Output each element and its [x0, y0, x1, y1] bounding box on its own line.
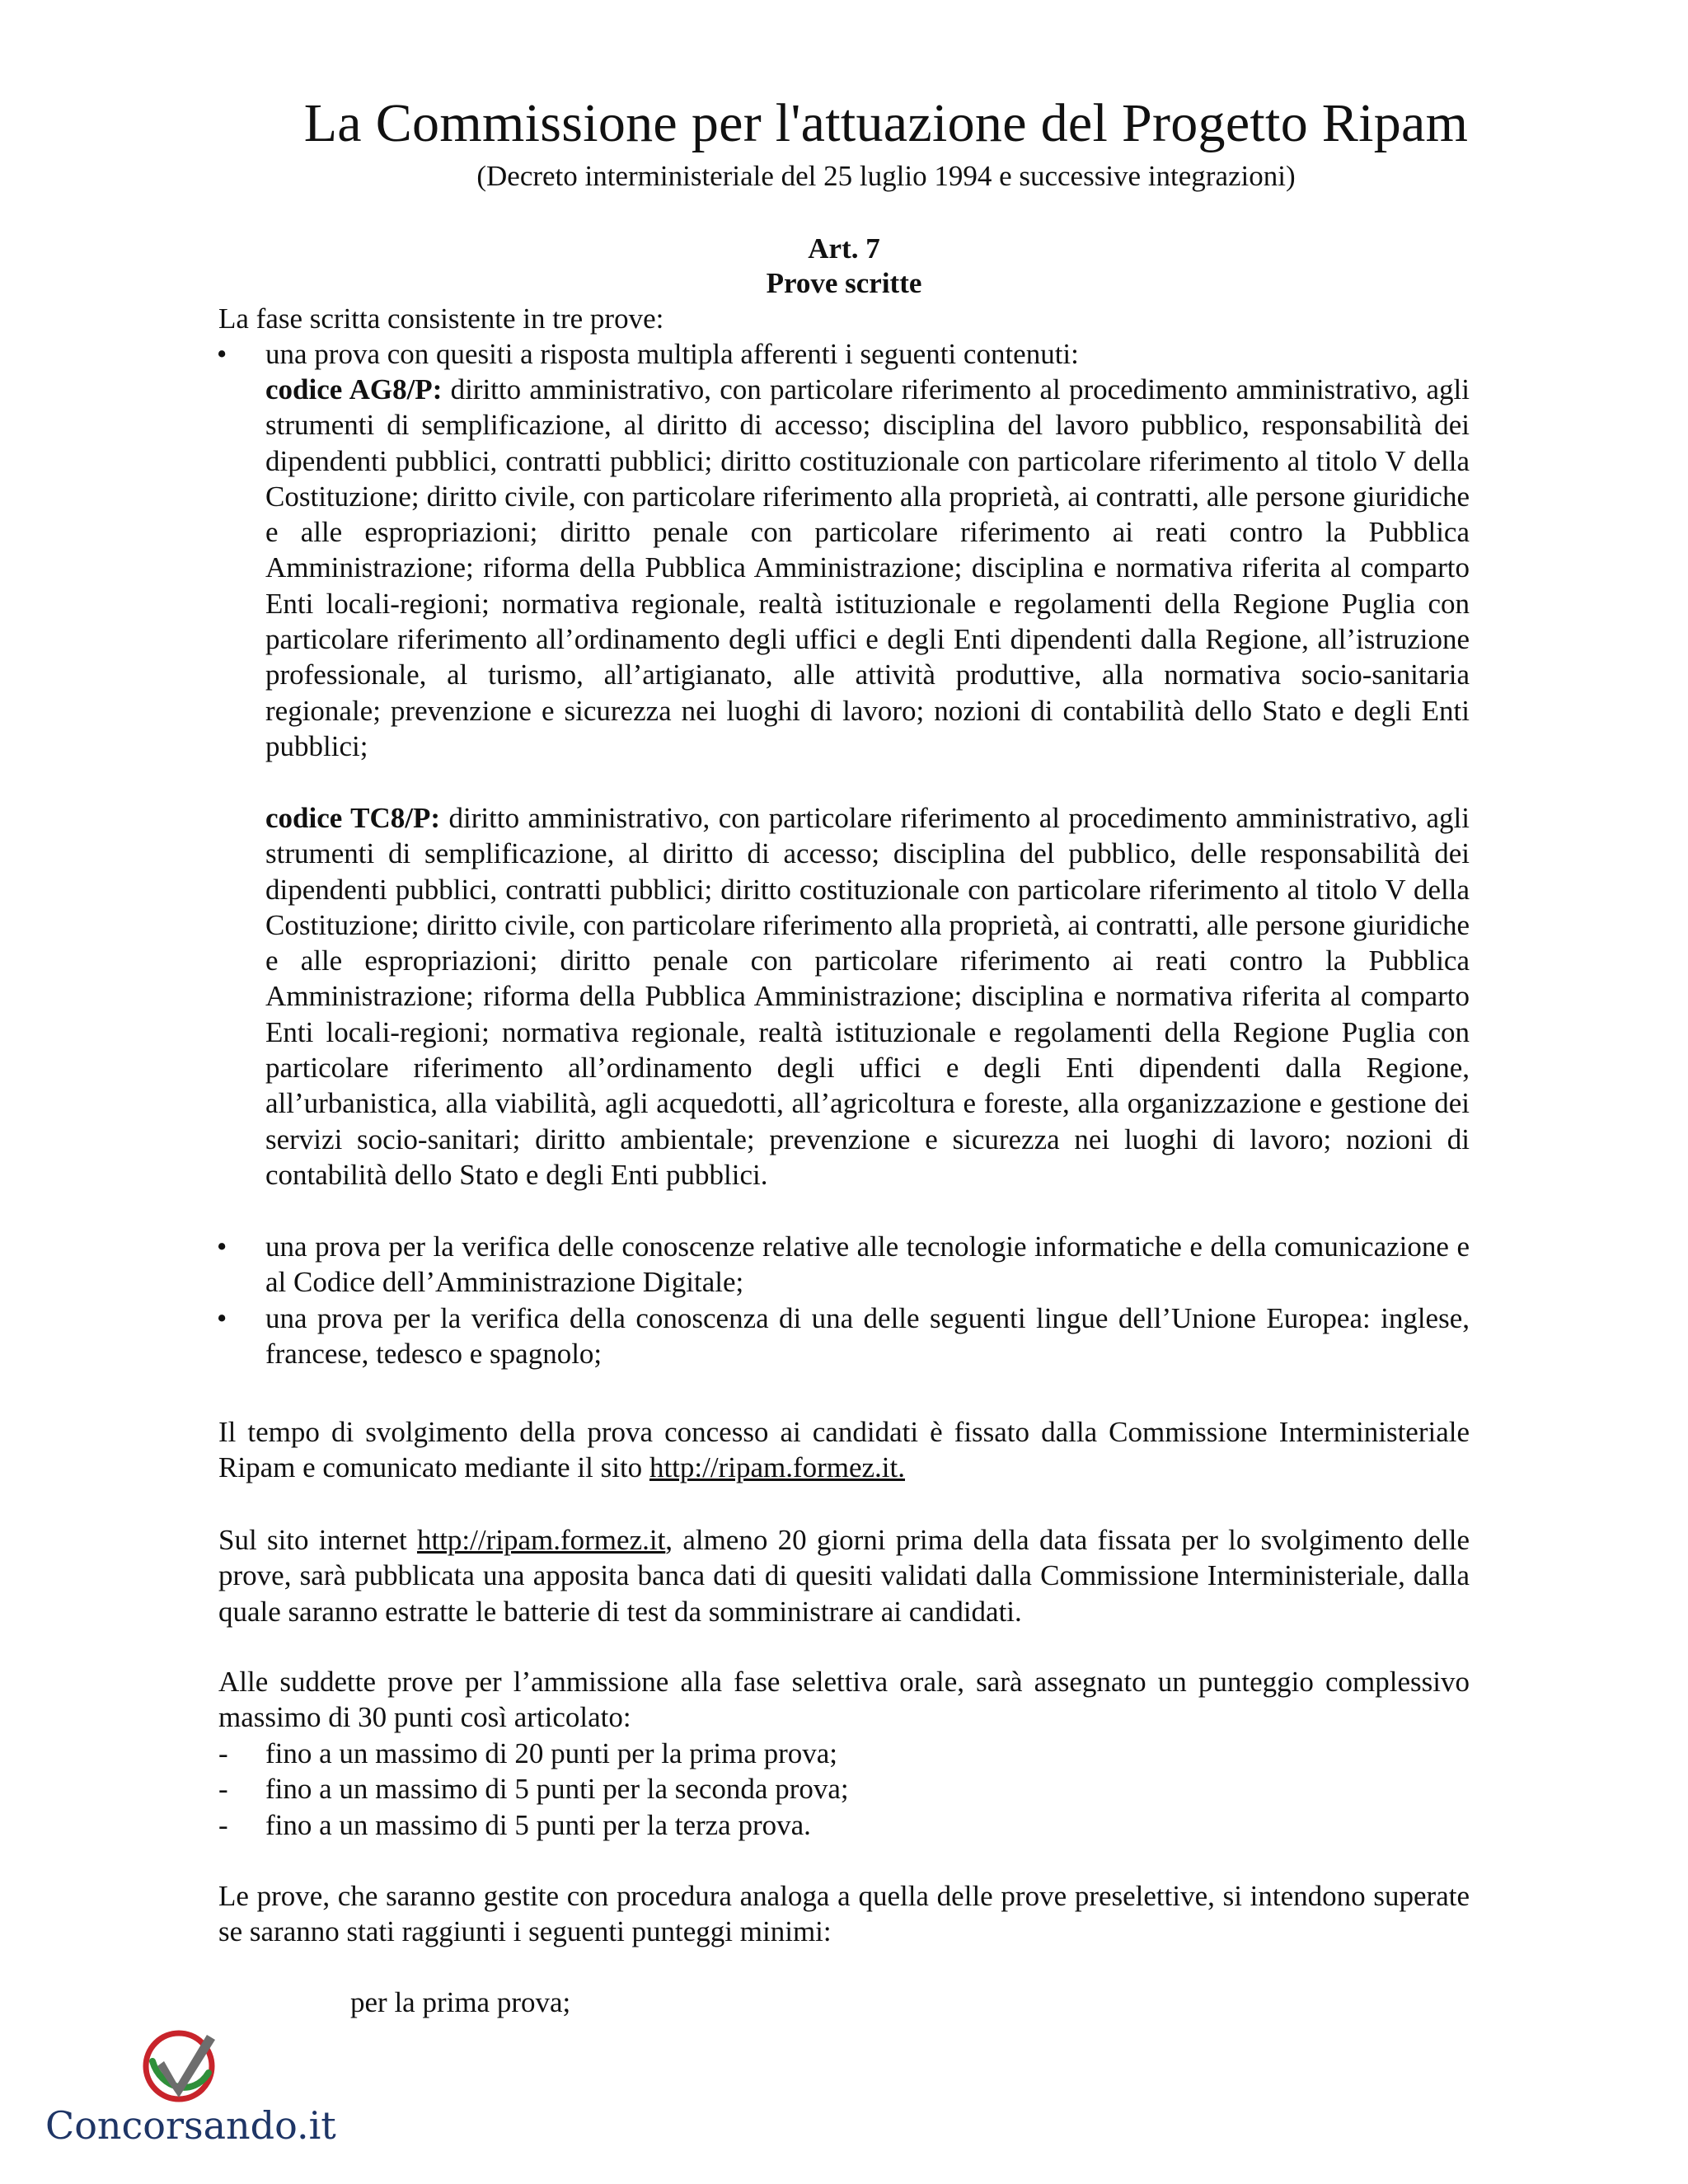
- ripam-link[interactable]: http://ripam.formez.it: [416, 1524, 666, 1556]
- bullet-symbol: •: [217, 338, 227, 370]
- bullet-item-1: una prova con quesiti a risposta multipla afferenti i seguenti contenuti:: [265, 338, 1079, 370]
- sito-text-after: , almeno 20 giorni prima della data fissata per lo svolgimento delle prove, sarà pubblicata una apposita banca dati di quesiti validati dalla Commissione Interministeriale, dalla quale saranno estratte le batterie di test da somministrare ai candidati.: [218, 1524, 1470, 1628]
- ripam-link[interactable]: http://ripam.formez.it.: [649, 1451, 905, 1484]
- concorsando-logo: [45, 2023, 336, 2148]
- code-tc8-text: diritto amministrativo, con particolare riferimento al procedimento amministrativo, agli strumenti di semplificazione, al diritto di accesso; disciplina del pubblico, delle responsabilità dei dipendenti pubblici, contratti pubblici; diritto costituzionale con particolare riferimento al titolo V della Costituzione; diritto civile, con particolare riferimento alla proprietà, ai contratti, alle persone giuridiche e alle espropriazioni; diritto penale con particolare riferimento ai reati contro la Pubblica Amministrazione; riforma della Pubblica Amministrazione; disciplina e normativa riferita al comparto Enti locali-regioni; normativa regionale, realtà istituzionale e regolamenti della Regione Puglia con particolare riferimento all’ordinamento degli uffici e degli Enti dipendenti dalla Regione, all’urbanistica, alla viabilità, agli acquedotti, all’agricoltura e foreste, alla organizzazione e gestione dei servizi socio-sanitari; diritto ambientale; prevenzione e sicurezza nei luoghi di lavoro; nozioni di contabilità dello Stato e degli Enti pubblici.: [265, 802, 1470, 1191]
- prima-prova-line: per la prima prova;: [350, 1986, 571, 2018]
- score-item-3: fino a un massimo di 5 punti per la terza prova.: [265, 1809, 811, 1841]
- punteggio-paragraph: Alle suddette prove per l’ammissione alla fase selettiva orale, sarà assegnato un punteggio complessivo massimo di 30 punti così articolato:: [218, 1666, 1470, 1734]
- sito-paragraph: [218, 1522, 1470, 1629]
- score-item-2: fino a un massimo di 5 punti per la seconda prova;: [265, 1773, 849, 1805]
- bullet-symbol: •: [217, 1230, 227, 1263]
- code-ag8-label: codice AG8/P:: [265, 373, 443, 405]
- tempo-paragraph: [218, 1414, 1470, 1486]
- code-ag8-paragraph: [265, 372, 1470, 764]
- bullet-symbol: •: [217, 1302, 227, 1334]
- sito-text-before: Sul sito internet: [218, 1524, 417, 1556]
- code-tc8-label: codice TC8/P:: [265, 802, 441, 834]
- document-title: La Commissione per l'attuazione del Progetto Ripam: [303, 93, 1469, 153]
- code-ag8-text: diritto amministrativo, con particolare riferimento al procedimento amministrativo, agli strumenti di semplificazione, al diritto di accesso; disciplina del lavoro pubblico, responsabilità dei dipendenti pubblici, contratti pubblici; diritto costituzionale con particolare riferimento al titolo V della Costituzione; diritto civile, con particolare riferimento alla proprietà, ai contratti, alle persone giuridiche e alle espropriazioni; diritto penale con particolare riferimento ai reati contro la Pubblica Amministrazione; riforma della Pubblica Amministrazione; disciplina e normativa riferita al comparto Enti locali-regioni; normativa regionale, realtà istituzionale e regolamenti della Regione Puglia con particolare riferimento all’ordinamento degli uffici e degli Enti dipendenti dalla Regione, all’istruzione professionale, al turismo, all’artigianato, alle attività produttive, alla normativa socio-sanitaria regionale; prevenzione e sicurezza nei luoghi di lavoro; nozioni di contabilità dello Stato e degli Enti pubblici;: [265, 373, 1470, 762]
- logo-text: Concorsando.it: [45, 2103, 336, 2148]
- tempo-text: Il tempo di svolgimento della prova concesso ai candidati è fissato dalla Commissione Interministeriale Ripam e comunicato mediante il sito: [218, 1416, 1470, 1484]
- dash-symbol: -: [218, 1773, 228, 1805]
- intro-paragraph: La fase scritta consistente in tre prove:: [218, 302, 664, 335]
- article-number: Art. 7: [808, 232, 880, 265]
- bullet-item-3: una prova per la verifica della conoscenza di una delle seguenti lingue dell’Unione Europea: inglese, francese, tedesco e spagnolo;: [265, 1302, 1470, 1371]
- bullet-item-2: una prova per la verifica delle conoscenze relative alle tecnologie informatiche e della comunicazione e al Codice dell’Amministrazione Digitale;: [265, 1230, 1470, 1299]
- code-tc8-paragraph: [265, 800, 1470, 1193]
- check-seal-icon: [136, 2023, 227, 2106]
- score-item-1: fino a un massimo di 20 punti per la prima prova;: [265, 1737, 838, 1769]
- document-subtitle: (Decreto interministeriale del 25 luglio 1994 e successive integrazioni): [476, 160, 1296, 192]
- dash-symbol: -: [218, 1737, 228, 1769]
- dash-symbol: -: [218, 1809, 228, 1841]
- prove-paragraph: Le prove, che saranno gestite con procedura analoga a quella delle prove preselettive, si intendono superate se saranno stati raggiunti i seguenti punteggi minimi:: [218, 1880, 1470, 1948]
- article-heading: Prove scritte: [766, 267, 922, 299]
